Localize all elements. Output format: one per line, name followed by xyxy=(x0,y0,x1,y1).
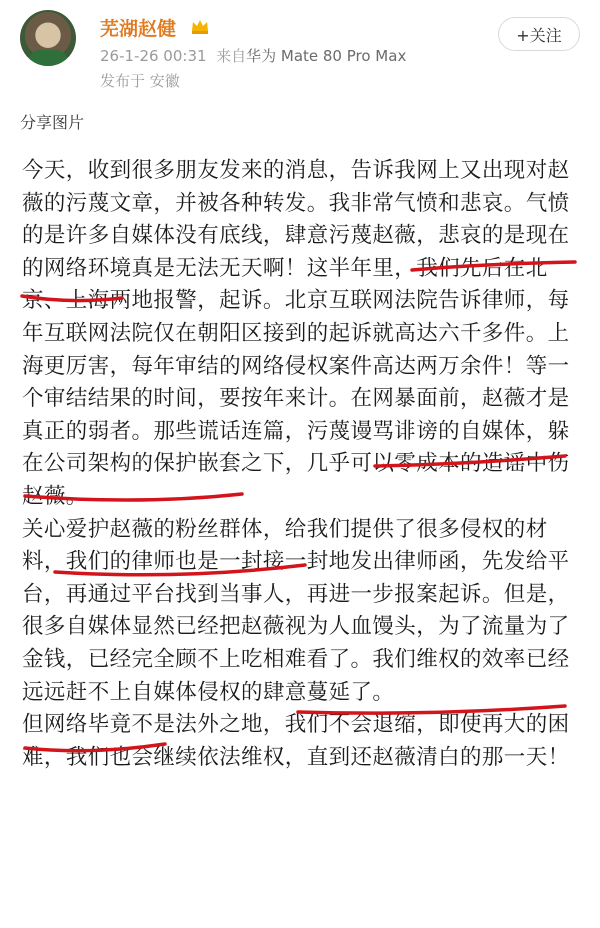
vip-crown-icon xyxy=(190,16,210,36)
post-paragraph: 今天，收到很多朋友发来的消息，告诉我网上又出现对赵薇的污蔑文章，并被各种转发。我非常气愤和悲哀。气愤的是许多自媒体没有底线，肆意污蔑赵薇，悲哀的是现在的网络环境真是无法无天啊！这半年里，我们先后在北京、上海两地报警，起诉。北京互联网法院告诉律师，每年互联网法院仅在朝阳区接到的起诉就高达六千多件。上海更厉害，每年审结的网络侵权案件高达两万余件！等一个审结结果的时间，要按年来计。在网暴面前，赵薇才是真正的弱者。那些谎话连篇，污蔑谩骂诽谤的自媒体，躲在公司架构的保护嵌套之下，几乎可以零成本的造谣中伤赵薇。 xyxy=(22,158,570,509)
post-meta xyxy=(100,45,406,66)
device-label: 华为 Mate 80 Pro Max xyxy=(246,47,407,65)
avatar[interactable] xyxy=(20,10,76,66)
post-paragraph: 关心爱护赵薇的粉丝群体，给我们提供了很多侵权的材料，我们的律师也是一封接一封地发出律师函，先发给平台，再通过平台找到当事人，再进一步报案起诉。但是，很多自媒体显然已经把赵薇视为人血馒头，为了流量为了金钱，已经完全顾不上吃相难看了。我们维权的效率已经远远赶不上自媒体侵权的肆意蔓延了。 xyxy=(22,516,570,705)
user-name[interactable]: 芜湖赵健 xyxy=(100,18,177,40)
follow-label: +关注 xyxy=(516,25,562,45)
post-paragraph: 但网络毕竟不是法外之地，我们不会退缩，即使再大的困难，我们也会继续依法维权，直到还赵薇清白的那一天！ xyxy=(22,712,570,770)
post-location: 发布于 安徽 xyxy=(100,72,180,90)
post-body xyxy=(22,155,582,774)
follow-button[interactable] xyxy=(498,17,580,51)
post-timestamp: 26-1-26 00:31 xyxy=(100,47,207,65)
share-label: 分享图片 xyxy=(20,113,85,132)
source-prefix: 来自 xyxy=(216,47,247,65)
